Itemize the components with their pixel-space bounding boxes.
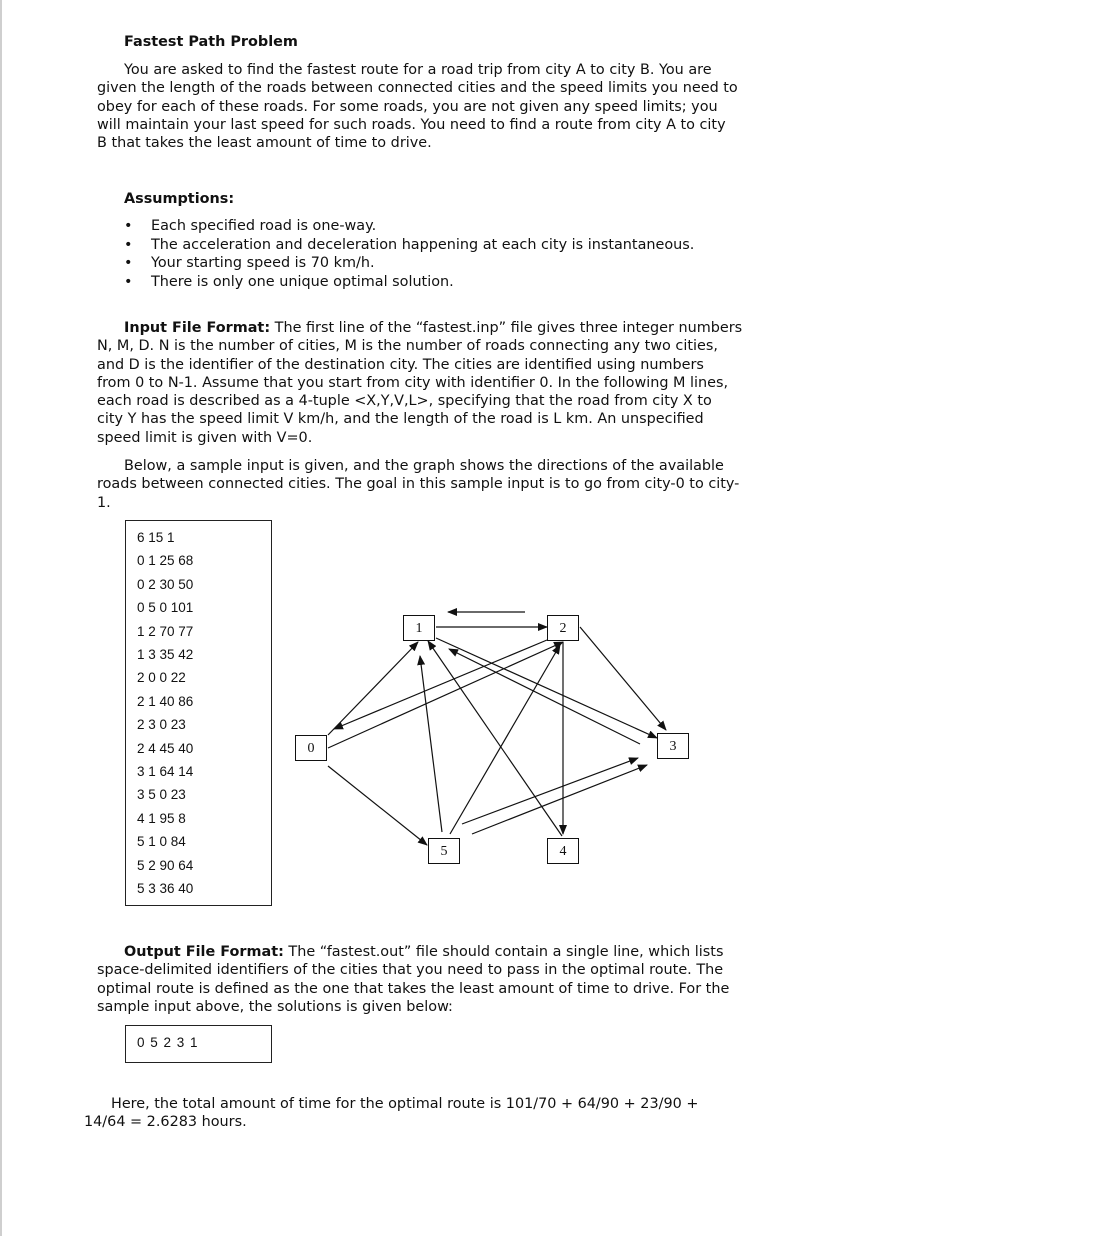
sample-input-line: 3 5 0 23 — [137, 787, 186, 803]
input-format-line: N, M, D. N is the number of cities, M is the number of roads connecting any two cities, — [97, 338, 718, 355]
bullet-icon: • — [124, 236, 133, 253]
assumptions-heading: Assumptions: — [124, 191, 235, 207]
graph-node-4: 4 — [547, 838, 579, 864]
output-format-line: optimal route is defined as the one that takes the least amount of time to drive. For the — [97, 980, 730, 997]
sample-output-box — [125, 1025, 272, 1063]
graph-node-2: 2 — [547, 615, 579, 641]
sample-input-line: 2 3 0 23 — [137, 717, 186, 733]
edge-3-1 — [449, 649, 640, 744]
graph-node-5: 5 — [428, 838, 460, 864]
assumption-text: There is only one unique optimal solution. — [151, 273, 454, 290]
page-title: Fastest Path Problem — [124, 34, 298, 50]
intro-line: given the length of the roads between connected cities and the speed limits you need to — [97, 80, 738, 97]
edge-0-1 — [328, 642, 418, 735]
input-format-line: speed limit is given with V=0. — [97, 429, 313, 446]
bullet-icon: • — [124, 273, 133, 290]
edge-0-2 — [328, 642, 563, 748]
sample-input-line: 3 1 64 14 — [137, 764, 194, 779]
bullet-icon: • — [124, 218, 133, 234]
intro-line: obey for each of these roads. For some roads, you are not given any speed limits; you — [97, 98, 718, 115]
edge-2-0 — [334, 640, 547, 729]
bullet-icon: • — [124, 255, 133, 271]
edge-4-1 — [428, 641, 562, 836]
assumption-text: Each specified road is one-way. — [151, 218, 377, 234]
sample-input-line: 4 1 95 8 — [137, 810, 186, 826]
conclusion-paragraph — [84, 1095, 784, 1132]
conclusion-line: Here, the total amount of time for the optimal route is 101/70 + 64/90 + 23/90 + — [111, 1096, 699, 1112]
graph-node-3: 3 — [657, 733, 689, 759]
sample-input-line: 2 0 0 22 — [137, 670, 186, 686]
sample-input-line: 6 15 1 — [137, 530, 175, 545]
sample-intro-line: Below, a sample input is given, and the graph shows the directions of the available — [124, 458, 724, 474]
intro-line: will maintain your last speed for such roads. You need to find a route from city A to city — [97, 116, 726, 133]
graph-node-0: 0 — [295, 735, 327, 761]
sample-input-line: 5 2 90 64 — [137, 857, 194, 873]
input-format-line: each road is described as a 4-tuple <X,Y,V,L>, specifying that the road from city X to — [97, 393, 712, 410]
sample-input-line: 1 2 70 77 — [137, 623, 194, 639]
sample-input-line: 5 1 0 84 — [137, 834, 186, 850]
sample-input-line: 0 2 30 50 — [137, 576, 194, 592]
edge-3-5 — [472, 765, 647, 834]
intro-line: You are asked to find the fastest route for a road trip from city A to city B. You are — [124, 62, 712, 78]
input-format-label: Input File Format: — [124, 320, 271, 336]
edge-1-3 — [436, 638, 657, 738]
input-format-line: and D is the identifier of the destination city. The cities are identified using numbers — [97, 356, 704, 373]
output-format-first-line: The “fastest.out” file should contain a single line, which lists — [283, 944, 724, 960]
sample-input-line: 2 1 40 86 — [137, 693, 194, 709]
sample-input-line: 1 3 35 42 — [137, 647, 194, 662]
sample-output-text: 0 5 2 3 1 — [137, 1035, 199, 1050]
sample-intro-line: roads between connected cities. The goal in this sample input is to go from city-0 to city- — [97, 476, 740, 493]
sample-input-line: 0 5 0 101 — [137, 600, 194, 616]
input-format-line: city Y has the speed limit V km/h, and the length of the road is L km. An unspecified — [97, 411, 704, 428]
edge-5-1 — [420, 656, 442, 832]
edge-2-3 — [580, 627, 666, 730]
sample-intro-line: 1. — [97, 494, 111, 511]
assumption-text: Your starting speed is 70 km/h. — [151, 255, 375, 271]
output-format-label: Output File Format: — [124, 944, 284, 960]
intro-line: B that takes the least amount of time to drive. — [97, 135, 432, 152]
graph-node-1: 1 — [403, 615, 435, 641]
conclusion-line: 14/64 = 2.6283 hours. — [84, 1114, 247, 1131]
edge-0-5 — [328, 766, 427, 845]
sample-input-line: 2 4 45 40 — [137, 740, 194, 756]
output-format-line: sample input above, the solutions is given below: — [97, 998, 453, 1015]
assumption-text: The acceleration and deceleration happening at each city is instantaneous. — [151, 236, 695, 253]
sample-input-line: 0 1 25 68 — [137, 553, 194, 569]
output-format-line: space-delimited identifiers of the cities that you need to pass in the optimal route. The — [97, 962, 724, 979]
sample-input-line: 5 3 36 40 — [137, 881, 194, 896]
input-format-first-line: The first line of the “fastest.inp” file gives three integer numbers — [270, 320, 743, 336]
input-format-line: from 0 to N-1. Assume that you start from city with identifier 0. In the following M lines, — [97, 374, 729, 391]
output-format-paragraph — [97, 943, 797, 1016]
